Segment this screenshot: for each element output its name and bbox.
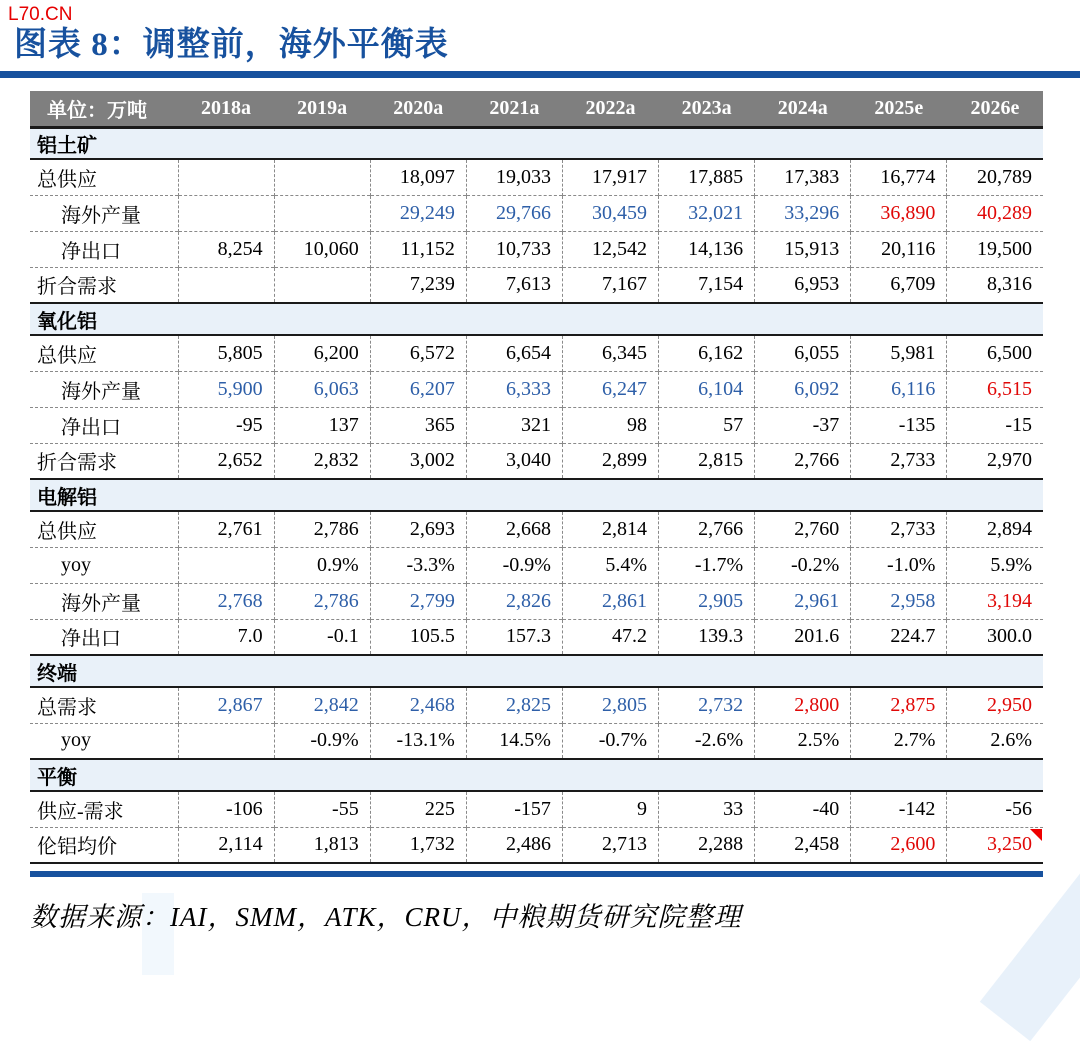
table-row <box>30 371 1043 407</box>
value-cell: 6,709 <box>851 267 947 303</box>
value-cell: 2,668 <box>466 511 562 547</box>
value-cell: 2,800 <box>755 687 851 723</box>
value-cell: 2,799 <box>370 583 466 619</box>
value-cell: 6,055 <box>755 335 851 371</box>
value-cell: 98 <box>562 407 658 443</box>
table-row <box>30 159 1043 195</box>
value-cell: 2,805 <box>562 687 658 723</box>
value-cell: 3,040 <box>466 443 562 479</box>
value-cell: 10,060 <box>274 231 370 267</box>
section-row <box>30 479 1043 511</box>
value-cell: 365 <box>370 407 466 443</box>
value-cell: 2,970 <box>947 443 1043 479</box>
value-cell: 1,813 <box>274 827 370 863</box>
value-cell: 7,167 <box>562 267 658 303</box>
value-cell: 2,766 <box>755 443 851 479</box>
value-cell: -0.1 <box>274 619 370 655</box>
value-cell: 6,063 <box>274 371 370 407</box>
row-label: 净出口 <box>30 619 178 655</box>
table-row <box>30 827 1043 863</box>
value-cell: 11,152 <box>370 231 466 267</box>
value-cell <box>178 267 274 303</box>
value-cell: 5,981 <box>851 335 947 371</box>
value-cell: 57 <box>659 407 755 443</box>
value-cell: 2,713 <box>562 827 658 863</box>
value-cell: 6,207 <box>370 371 466 407</box>
value-cell: 5,900 <box>178 371 274 407</box>
year-header-cell: 2025e <box>851 91 947 127</box>
value-cell: 10,733 <box>466 231 562 267</box>
value-cell: 29,766 <box>466 195 562 231</box>
brand-watermark-text: L70.CN <box>8 4 73 25</box>
value-cell: 47.2 <box>562 619 658 655</box>
year-header-cell: 2022a <box>562 91 658 127</box>
value-cell: 7,154 <box>659 267 755 303</box>
value-cell: 8,254 <box>178 231 274 267</box>
table-row <box>30 511 1043 547</box>
value-cell: -13.1% <box>370 723 466 759</box>
row-label: 总供应 <box>30 335 178 371</box>
section-label: 铝土矿 <box>30 127 1043 159</box>
value-cell: 137 <box>274 407 370 443</box>
value-cell: 2,950 <box>947 687 1043 723</box>
value-cell: 2.5% <box>755 723 851 759</box>
row-label: 折合需求 <box>30 443 178 479</box>
value-cell <box>178 195 274 231</box>
value-cell: 32,021 <box>659 195 755 231</box>
year-header-cell: 2021a <box>466 91 562 127</box>
value-cell: 0.9% <box>274 547 370 583</box>
value-cell: 2,732 <box>659 687 755 723</box>
table-row <box>30 583 1043 619</box>
row-label: 总供应 <box>30 511 178 547</box>
value-cell: -40 <box>755 791 851 827</box>
row-label: 净出口 <box>30 407 178 443</box>
value-cell: 224.7 <box>851 619 947 655</box>
value-cell: 33 <box>659 791 755 827</box>
value-cell: 2,768 <box>178 583 274 619</box>
value-cell: 2,600 <box>851 827 947 863</box>
table-row <box>30 267 1043 303</box>
section-row <box>30 759 1043 791</box>
balance-table-body <box>30 127 1043 863</box>
value-cell: 6,345 <box>562 335 658 371</box>
table-row <box>30 791 1043 827</box>
value-cell: 6,572 <box>370 335 466 371</box>
value-cell: -0.7% <box>562 723 658 759</box>
value-cell: 2,861 <box>562 583 658 619</box>
value-cell: 139.3 <box>659 619 755 655</box>
value-cell: -106 <box>178 791 274 827</box>
value-cell: 20,116 <box>851 231 947 267</box>
value-cell: 14,136 <box>659 231 755 267</box>
value-cell: 5.9% <box>947 547 1043 583</box>
value-cell: -0.9% <box>274 723 370 759</box>
value-cell: 2,832 <box>274 443 370 479</box>
value-cell: -142 <box>851 791 947 827</box>
value-cell: 3,002 <box>370 443 466 479</box>
value-cell: 2,288 <box>659 827 755 863</box>
value-cell: -2.6% <box>659 723 755 759</box>
value-cell: 6,333 <box>466 371 562 407</box>
value-cell: 6,500 <box>947 335 1043 371</box>
value-cell: 3,194 <box>947 583 1043 619</box>
table-row <box>30 547 1043 583</box>
value-cell: 40,289 <box>947 195 1043 231</box>
value-cell <box>178 723 274 759</box>
year-header-cell: 2019a <box>274 91 370 127</box>
year-header-cell: 2018a <box>178 91 274 127</box>
section-row <box>30 127 1043 159</box>
value-cell: 6,092 <box>755 371 851 407</box>
section-label: 平衡 <box>30 759 1043 791</box>
value-cell: 321 <box>466 407 562 443</box>
value-cell: 15,913 <box>755 231 851 267</box>
value-cell: 6,116 <box>851 371 947 407</box>
value-cell: 36,890 <box>851 195 947 231</box>
value-cell: 300.0 <box>947 619 1043 655</box>
row-label: 海外产量 <box>30 583 178 619</box>
balance-table <box>30 91 1043 864</box>
value-cell: 2,458 <box>755 827 851 863</box>
value-cell: 2,905 <box>659 583 755 619</box>
table-row <box>30 443 1043 479</box>
value-cell: 18,097 <box>370 159 466 195</box>
value-cell: 9 <box>562 791 658 827</box>
value-cell: 17,383 <box>755 159 851 195</box>
value-cell: 17,917 <box>562 159 658 195</box>
value-cell: 19,500 <box>947 231 1043 267</box>
value-cell: -0.9% <box>466 547 562 583</box>
row-label: 海外产量 <box>30 195 178 231</box>
year-header-cell: 2026e <box>947 91 1043 127</box>
figure-title: 图表 8：调整前，海外平衡表 <box>14 27 449 63</box>
comment-corner-marker <box>1030 829 1042 841</box>
value-cell: 157.3 <box>466 619 562 655</box>
value-cell: 2,114 <box>178 827 274 863</box>
value-cell: -135 <box>851 407 947 443</box>
value-cell: 2,766 <box>659 511 755 547</box>
value-cell: -1.0% <box>851 547 947 583</box>
section-row <box>30 655 1043 687</box>
value-cell <box>274 195 370 231</box>
table-row <box>30 335 1043 371</box>
value-cell: 2,842 <box>274 687 370 723</box>
value-cell <box>274 267 370 303</box>
value-cell: 201.6 <box>755 619 851 655</box>
value-cell: 33,296 <box>755 195 851 231</box>
value-cell: 19,033 <box>466 159 562 195</box>
value-cell: 2,760 <box>755 511 851 547</box>
value-cell: -3.3% <box>370 547 466 583</box>
value-cell: 29,249 <box>370 195 466 231</box>
value-cell: 1,732 <box>370 827 466 863</box>
section-label: 终端 <box>30 655 1043 687</box>
value-cell: -157 <box>466 791 562 827</box>
value-cell: 7.0 <box>178 619 274 655</box>
balance-table-head-row <box>30 91 1043 127</box>
value-cell: 5,805 <box>178 335 274 371</box>
value-cell: 2,815 <box>659 443 755 479</box>
value-cell: 2,468 <box>370 687 466 723</box>
value-cell: -37 <box>755 407 851 443</box>
table-bottom-bar <box>30 871 1043 877</box>
year-header-cell: 2024a <box>755 91 851 127</box>
row-label: 折合需求 <box>30 267 178 303</box>
value-cell: 7,613 <box>466 267 562 303</box>
value-cell: 12,542 <box>562 231 658 267</box>
row-label: 净出口 <box>30 231 178 267</box>
value-cell: 2,958 <box>851 583 947 619</box>
value-cell: 2,867 <box>178 687 274 723</box>
value-cell: 6,104 <box>659 371 755 407</box>
title-divider-bar <box>0 71 1080 78</box>
value-cell: 2,825 <box>466 687 562 723</box>
row-label: yoy <box>30 547 178 583</box>
value-cell: 2.7% <box>851 723 947 759</box>
value-cell: 5.4% <box>562 547 658 583</box>
unit-header-cell: 单位：万吨 <box>30 91 178 127</box>
value-cell <box>178 547 274 583</box>
value-cell: 2,875 <box>851 687 947 723</box>
row-label: 总需求 <box>30 687 178 723</box>
value-cell: 20,789 <box>947 159 1043 195</box>
value-cell: -1.7% <box>659 547 755 583</box>
value-cell: 2,761 <box>178 511 274 547</box>
value-cell: 14.5% <box>466 723 562 759</box>
section-label: 电解铝 <box>30 479 1043 511</box>
value-cell: 2,652 <box>178 443 274 479</box>
value-cell: 6,654 <box>466 335 562 371</box>
value-cell: 105.5 <box>370 619 466 655</box>
value-cell: 2,826 <box>466 583 562 619</box>
value-cell: 7,239 <box>370 267 466 303</box>
value-cell: 2,786 <box>274 511 370 547</box>
value-cell: 3,250 <box>947 827 1043 863</box>
value-cell: 6,515 <box>947 371 1043 407</box>
table-row <box>30 231 1043 267</box>
value-cell: 16,774 <box>851 159 947 195</box>
year-header-cell: 2020a <box>370 91 466 127</box>
value-cell: -55 <box>274 791 370 827</box>
section-row <box>30 303 1043 335</box>
row-label: yoy <box>30 723 178 759</box>
value-cell: 2,693 <box>370 511 466 547</box>
row-label: 伦铝均价 <box>30 827 178 863</box>
value-cell: 225 <box>370 791 466 827</box>
row-label: 供应-需求 <box>30 791 178 827</box>
value-cell: 2,733 <box>851 443 947 479</box>
value-cell: 8,316 <box>947 267 1043 303</box>
value-cell: 2,786 <box>274 583 370 619</box>
year-header-cell: 2023a <box>659 91 755 127</box>
table-row <box>30 723 1043 759</box>
value-cell <box>274 159 370 195</box>
table-row <box>30 619 1043 655</box>
row-label: 总供应 <box>30 159 178 195</box>
table-row <box>30 195 1043 231</box>
table-row <box>30 687 1043 723</box>
value-cell: 6,247 <box>562 371 658 407</box>
row-label: 海外产量 <box>30 371 178 407</box>
value-cell: -15 <box>947 407 1043 443</box>
value-cell: 2.6% <box>947 723 1043 759</box>
value-cell: 2,486 <box>466 827 562 863</box>
table-row <box>30 407 1043 443</box>
source-note: 数据来源：IAI，SMM，ATK，CRU，中粮期货研究院整理 <box>30 902 742 932</box>
value-cell: 17,885 <box>659 159 755 195</box>
value-cell: 2,899 <box>562 443 658 479</box>
value-cell: -95 <box>178 407 274 443</box>
value-cell: 2,961 <box>755 583 851 619</box>
value-cell <box>178 159 274 195</box>
value-cell: 6,953 <box>755 267 851 303</box>
value-cell: 6,200 <box>274 335 370 371</box>
value-cell: 2,814 <box>562 511 658 547</box>
value-cell: 2,733 <box>851 511 947 547</box>
section-label: 氧化铝 <box>30 303 1043 335</box>
value-cell: 6,162 <box>659 335 755 371</box>
value-cell: -0.2% <box>755 547 851 583</box>
value-cell: 30,459 <box>562 195 658 231</box>
value-cell: 2,894 <box>947 511 1043 547</box>
value-cell: -56 <box>947 791 1043 827</box>
